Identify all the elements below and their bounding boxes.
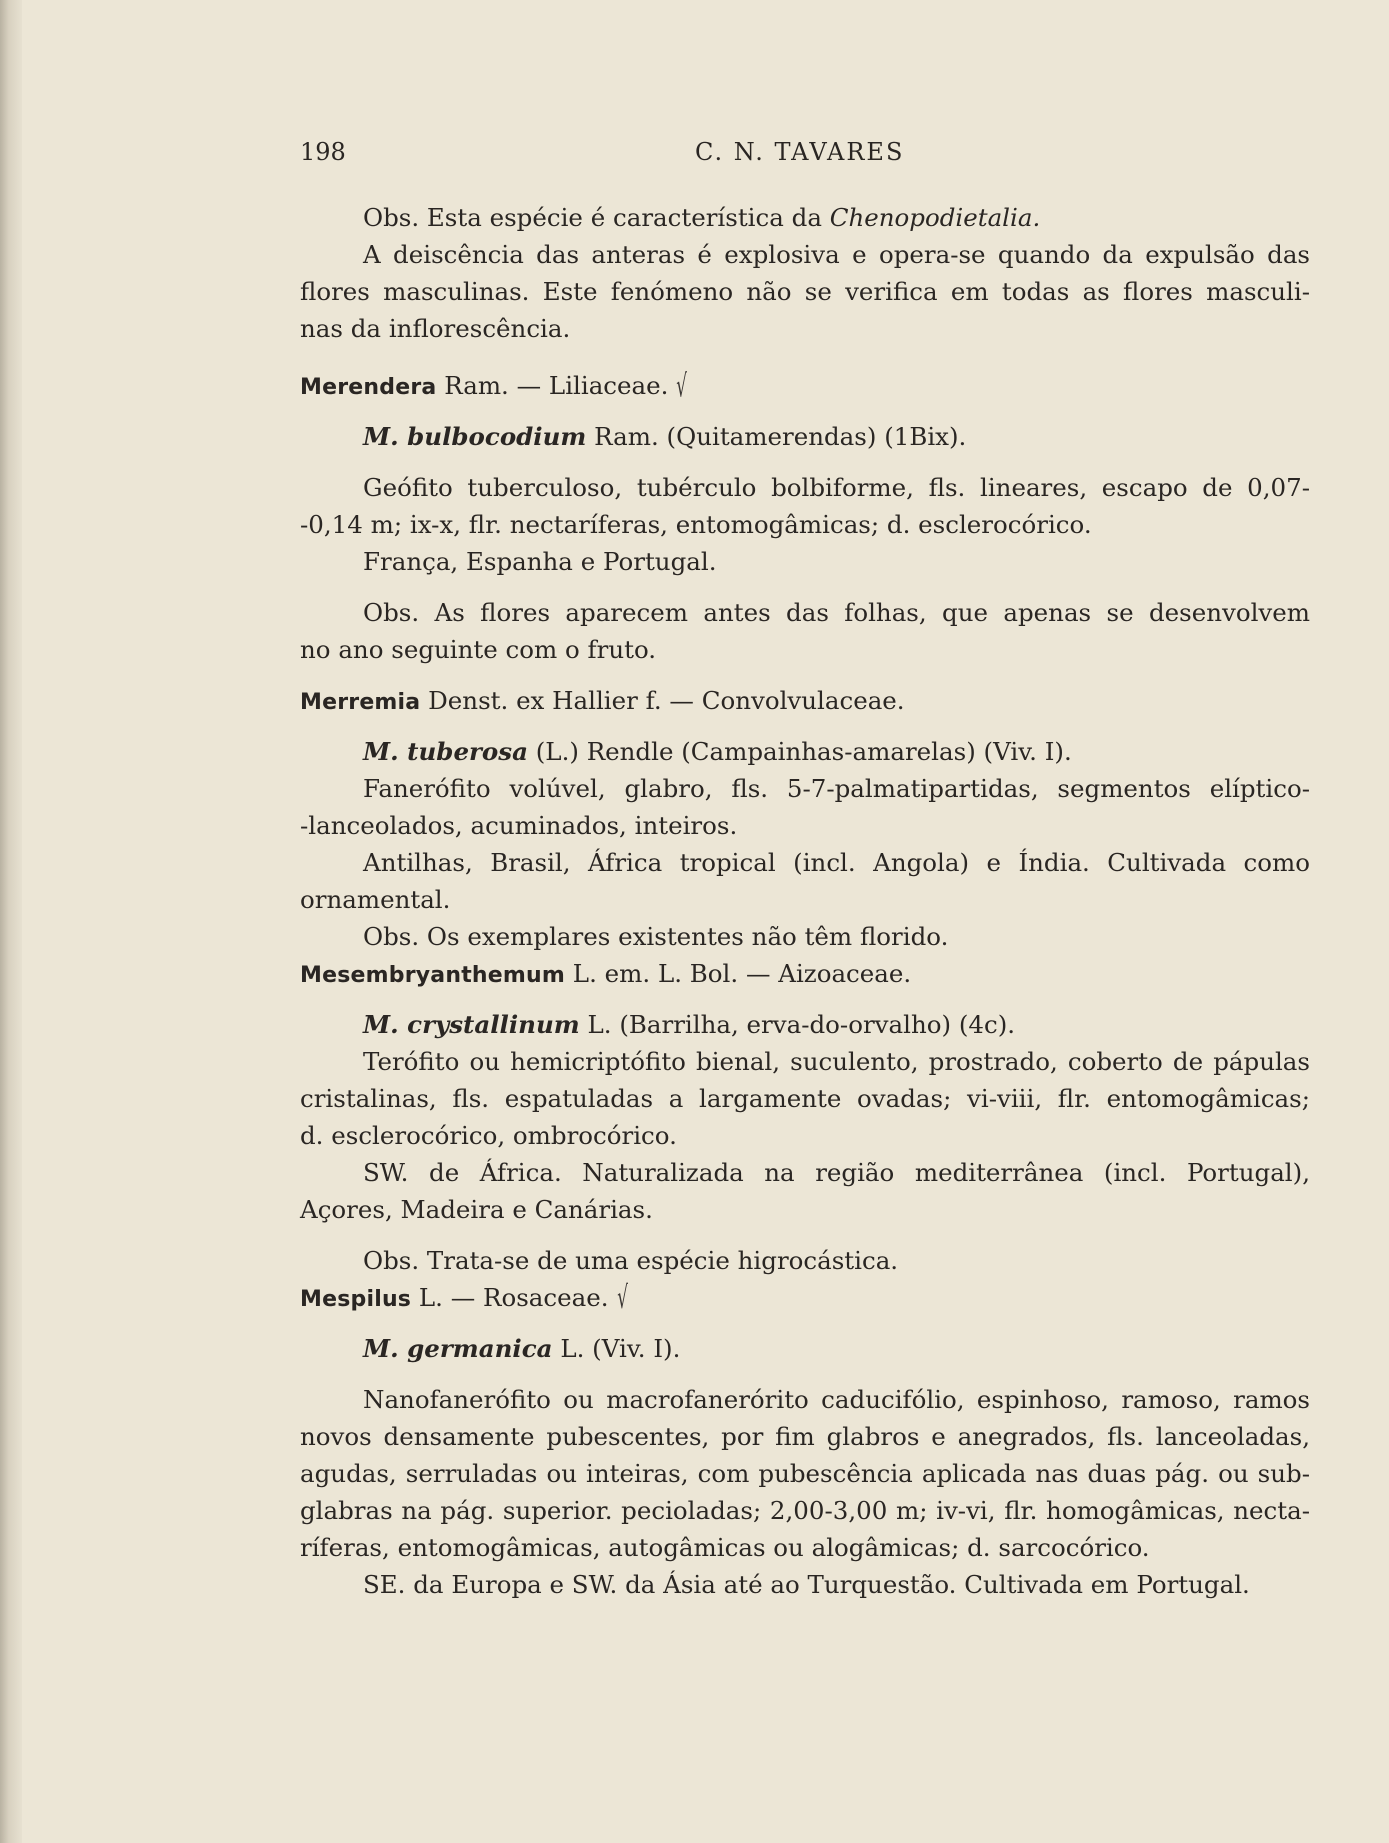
page-header — [300, 134, 1310, 170]
italic-term: Chenopodietalia. — [829, 203, 1041, 232]
species-name: M. crystallinum — [363, 1010, 580, 1039]
species-heading-bulbocodium: M. bulbocodium Ram. (Quitamerendas) (1Bix). — [363, 422, 967, 451]
description-line: Nanofanerófito ou macrofanerórito caducifólio, espinhoso, ramoso, ramos — [363, 1385, 1310, 1414]
obs-line: no ano seguinte com o fruto. — [300, 635, 657, 664]
distribution-line: Antilhas, Brasil, África tropical (incl. Angola) e Índia. Cultivada como — [363, 848, 1310, 877]
distribution-line: SE. da Europa e SW. da Ásia até ao Turquestão. Cultivada em Portugal. — [363, 1570, 1250, 1599]
distribution-line: Açores, Madeira e Canárias. — [300, 1195, 653, 1224]
species-heading-germanica: M. germanica L. (Viv. I). — [363, 1334, 681, 1363]
species-name: M. bulbocodium — [363, 422, 587, 451]
description-line: cristalinas, fls. espatuladas a largamente ovadas; vi-viii, flr. entomogâmicas; — [300, 1084, 1310, 1113]
description-line: -0,14 m; ix-x, flr. nectaríferas, entomogâmicas; d. esclerocórico. — [300, 510, 1092, 539]
genus-name: Merendera — [300, 375, 437, 400]
genus-heading-merendera: Merendera Ram. — Liliaceae. √ — [300, 367, 1310, 404]
distribution-line: SW. de África. Naturalizada na região mediterrânea (incl. Portugal), — [363, 1158, 1310, 1187]
page-number: 198 — [300, 138, 346, 166]
description-line: Fanerófito volúvel, glabro, fls. 5-7-palmatipartidas, segmentos elíptico- — [363, 774, 1310, 803]
paragraph-line: flores masculinas. Este fenómeno não se verifica em todas as flores masculi- — [300, 277, 1310, 306]
description-line: ríferas, entomogâmicas, autogâmicas ou alogâmicas; d. sarcocórico. — [300, 1533, 1150, 1562]
description-line: Terófito ou hemicriptófito bienal, suculento, prostrado, coberto de pápulas — [363, 1047, 1310, 1076]
paragraph-line: A deiscência das anteras é explosiva e opera-se quando da expulsão das — [363, 240, 1310, 269]
description-line: Geófito tuberculoso, tubérculo bolbiforme, fls. lineares, escapo de 0,07- — [363, 473, 1310, 502]
genus-heading-mesembryanthemum: Mesembryanthemum L. em. L. Bol. — Aizoaceae. — [300, 959, 912, 988]
description-line: glabras na pág. superior. pecioladas; 2,00-3,00 m; iv-vi, flr. homogâmicas, necta- — [300, 1496, 1310, 1525]
running-title: C. N. TAVARES — [695, 138, 905, 166]
distribution-line: França, Espanha e Portugal. — [363, 547, 717, 576]
page-body — [300, 199, 1310, 1603]
description-line: d. esclerocórico, ombrocórico. — [300, 1121, 677, 1150]
description-line: novos densamente pubescentes, por fim glabros e anegrados, fls. lanceoladas, — [300, 1422, 1310, 1451]
genus-heading-mespilus: Mespilus L. — Rosaceae. √ — [300, 1279, 1310, 1316]
distribution-line: ornamental. — [300, 885, 451, 914]
genus-name: Merremia — [300, 690, 421, 715]
species-name: M. germanica — [363, 1334, 553, 1363]
species-heading-crystallinum: M. crystallinum L. (Barrilha, erva-do-orvalho) (4c). — [363, 1010, 1016, 1039]
species-name: M. tuberosa — [363, 737, 528, 766]
obs-line: Obs. Trata-se de uma espécie higrocástica. — [363, 1246, 899, 1275]
obs-line: Obs. Os exemplares existentes não têm florido. — [363, 922, 949, 951]
species-heading-tuberosa: M. tuberosa (L.) Rendle (Campainhas-amarelas) (Viv. I). — [363, 737, 1072, 766]
genus-name: Mespilus — [300, 1287, 412, 1312]
obs-chenopodium: Obs. Esta espécie é característica da Chenopodietalia. — [363, 203, 1041, 232]
check-mark-icon: √ — [676, 367, 688, 405]
obs-line: Obs. As flores aparecem antes das folhas, que apenas se desenvolvem — [363, 598, 1310, 627]
check-mark-icon: √ — [616, 1279, 628, 1317]
genus-name: Mesembryanthemum — [300, 963, 566, 988]
description-line: agudas, serruladas ou inteiras, com pubescência aplicada nas duas pág. ou sub- — [300, 1459, 1310, 1488]
genus-heading-merremia: Merremia Denst. ex Hallier f. — Convolvulaceae. — [300, 686, 905, 715]
description-line: -lanceolados, acuminados, inteiros. — [300, 811, 738, 840]
paragraph-line: nas da inflorescência. — [300, 314, 571, 343]
